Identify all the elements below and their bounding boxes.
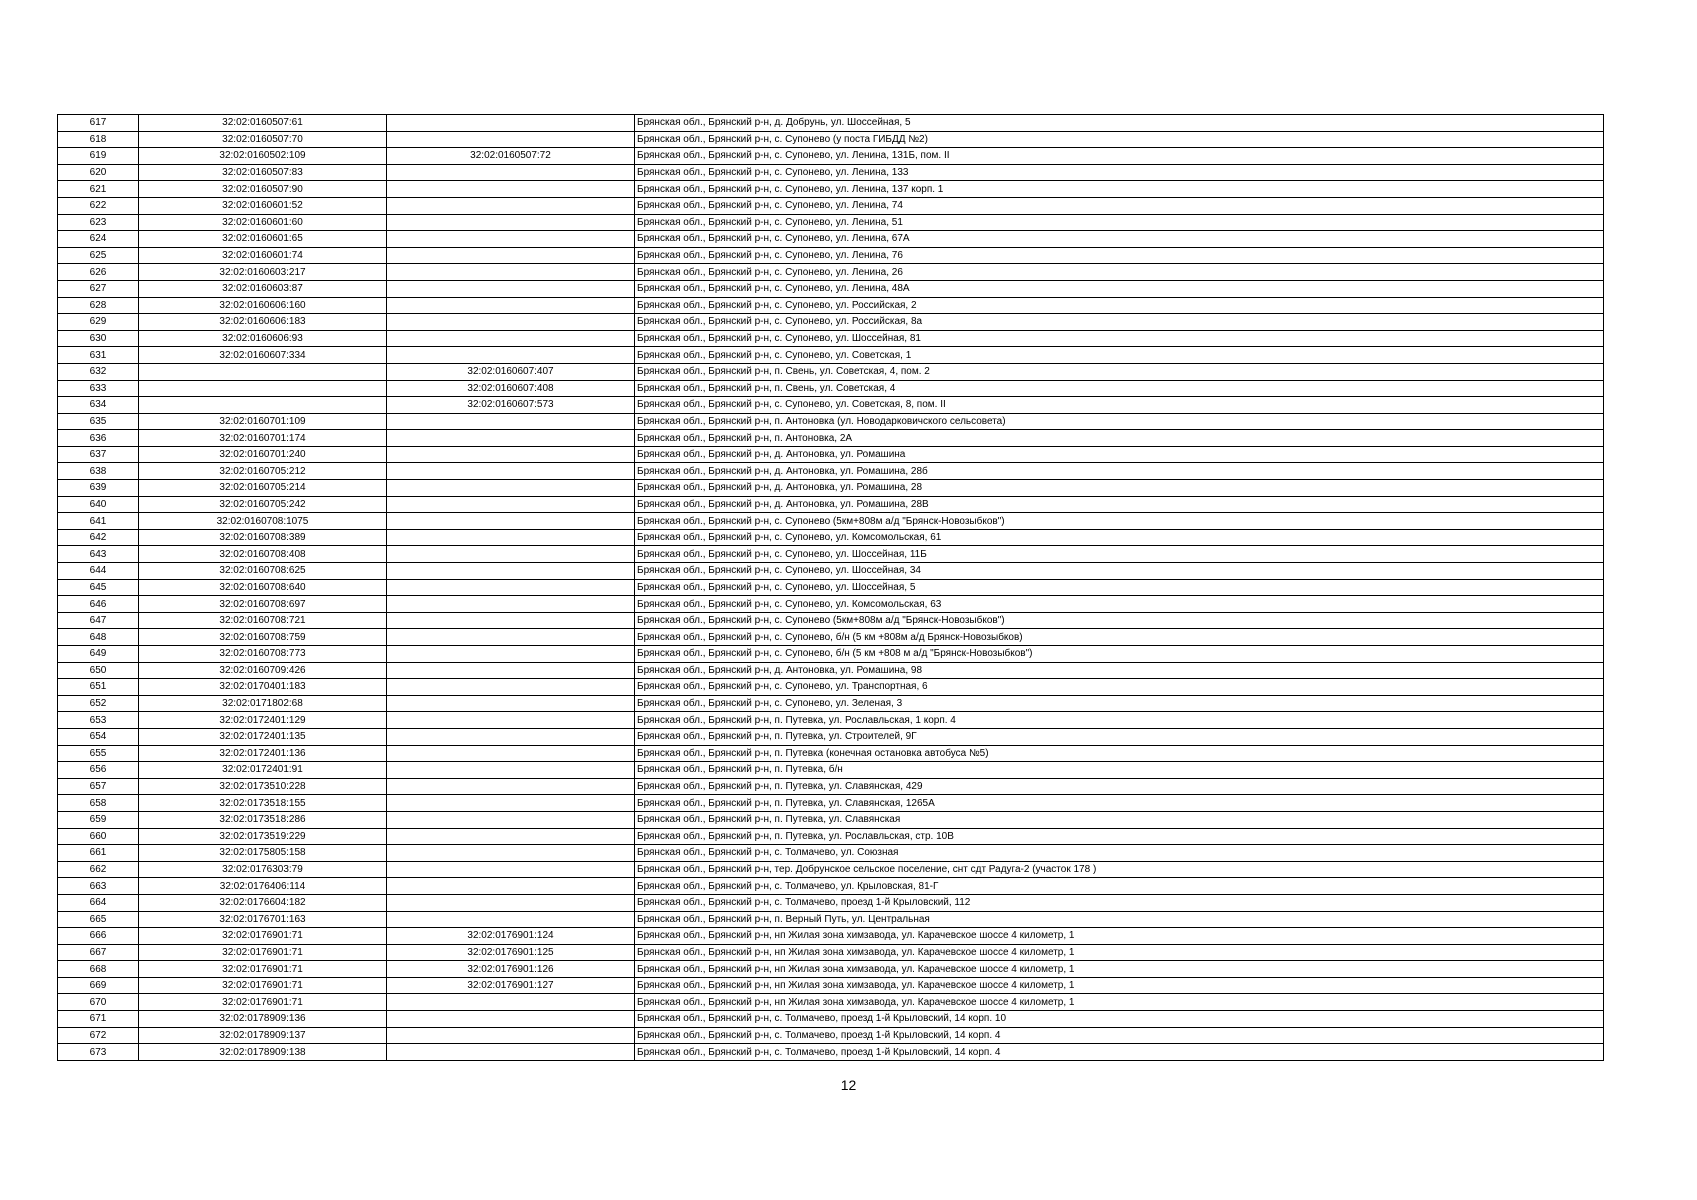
cadastral-number-cell: 32:02:0172401:129 — [139, 712, 387, 729]
premises-cadastral-number-cell — [387, 596, 635, 613]
address-cell: Брянская обл., Брянский р-н, нп Жилая зона химзавода, ул. Карачевское шоссе 4 километр, 1 — [635, 961, 1604, 978]
table-row — [58, 264, 1604, 281]
premises-cadastral-number-cell — [387, 762, 635, 779]
registry-table-body — [58, 115, 1604, 1061]
cadastral-number-cell: 32:02:0173518:155 — [139, 795, 387, 812]
premises-cadastral-number-cell — [387, 214, 635, 231]
cadastral-number-cell: 32:02:0160601:74 — [139, 247, 387, 264]
table-row — [58, 480, 1604, 497]
table-row — [58, 944, 1604, 961]
row-number-cell: 670 — [58, 994, 139, 1011]
premises-cadastral-number-cell — [387, 728, 635, 745]
premises-cadastral-number-cell: 32:02:0176901:127 — [387, 977, 635, 994]
table-row — [58, 181, 1604, 198]
table-row — [58, 280, 1604, 297]
premises-cadastral-number-cell — [387, 529, 635, 546]
table-row — [58, 679, 1604, 696]
row-number-cell: 673 — [58, 1044, 139, 1061]
cadastral-number-cell: 32:02:0160601:60 — [139, 214, 387, 231]
row-number-cell: 654 — [58, 728, 139, 745]
premises-cadastral-number-cell — [387, 861, 635, 878]
table-row — [58, 529, 1604, 546]
table-row — [58, 828, 1604, 845]
row-number-cell: 645 — [58, 579, 139, 596]
table-row — [58, 164, 1604, 181]
row-number-cell: 620 — [58, 164, 139, 181]
table-row — [58, 380, 1604, 397]
premises-cadastral-number-cell — [387, 297, 635, 314]
table-row — [58, 596, 1604, 613]
cadastral-number-cell: 32:02:0160603:87 — [139, 280, 387, 297]
address-cell: Брянская обл., Брянский р-н, с. Супонево, ул. Ленина, 67А — [635, 231, 1604, 248]
premises-cadastral-number-cell: 32:02:0176901:124 — [387, 928, 635, 945]
cadastral-number-cell: 32:02:0160708:408 — [139, 546, 387, 563]
address-cell: Брянская обл., Брянский р-н, п. Свень, ул. Советская, 4 — [635, 380, 1604, 397]
row-number-cell: 650 — [58, 662, 139, 679]
premises-cadastral-number-cell — [387, 845, 635, 862]
address-cell: Брянская обл., Брянский р-н, п. Путевка, ул. Славянская, 1265А — [635, 795, 1604, 812]
row-number-cell: 636 — [58, 430, 139, 447]
row-number-cell: 633 — [58, 380, 139, 397]
cadastral-number-cell: 32:02:0176901:71 — [139, 961, 387, 978]
table-row — [58, 363, 1604, 380]
cadastral-number-cell: 32:02:0172401:91 — [139, 762, 387, 779]
cadastral-number-cell — [139, 397, 387, 414]
premises-cadastral-number-cell — [387, 430, 635, 447]
premises-cadastral-number-cell — [387, 679, 635, 696]
address-cell: Брянская обл., Брянский р-н, д. Антоновка, ул. Ромашина, 28В — [635, 496, 1604, 513]
cadastral-number-cell: 32:02:0176303:79 — [139, 861, 387, 878]
table-row — [58, 413, 1604, 430]
row-number-cell: 669 — [58, 977, 139, 994]
cadastral-number-cell: 32:02:0160507:90 — [139, 181, 387, 198]
table-row — [58, 197, 1604, 214]
row-number-cell: 637 — [58, 446, 139, 463]
premises-cadastral-number-cell — [387, 314, 635, 331]
address-cell: Брянская обл., Брянский р-н, с. Толмачево, проезд 1-й Крыловский, 112 — [635, 894, 1604, 911]
cadastral-number-cell: 32:02:0160603:217 — [139, 264, 387, 281]
cadastral-number-cell: 32:02:0160607:334 — [139, 347, 387, 364]
table-row — [58, 1044, 1604, 1061]
cadastral-number-cell: 32:02:0160708:640 — [139, 579, 387, 596]
premises-cadastral-number-cell: 32:02:0160507:72 — [387, 148, 635, 165]
row-number-cell: 648 — [58, 629, 139, 646]
cadastral-number-cell: 32:02:0160601:65 — [139, 231, 387, 248]
premises-cadastral-number-cell: 32:02:0160607:408 — [387, 380, 635, 397]
cadastral-number-cell: 32:02:0160709:426 — [139, 662, 387, 679]
cadastral-number-cell: 32:02:0176701:163 — [139, 911, 387, 928]
table-row — [58, 977, 1604, 994]
address-cell: Брянская обл., Брянский р-н, с. Супонево, ул. Шоссейная, 11Б — [635, 546, 1604, 563]
row-number-cell: 672 — [58, 1027, 139, 1044]
table-row — [58, 513, 1604, 530]
table-row — [58, 961, 1604, 978]
table-row — [58, 994, 1604, 1011]
address-cell: Брянская обл., Брянский р-н, с. Супонево, ул. Ленина, 76 — [635, 247, 1604, 264]
cadastral-number-cell: 32:02:0176901:71 — [139, 944, 387, 961]
premises-cadastral-number-cell — [387, 264, 635, 281]
address-cell: Брянская обл., Брянский р-н, п. Свень, ул. Советская, 4, пом. 2 — [635, 363, 1604, 380]
address-cell: Брянская обл., Брянский р-н, д. Добрунь, ул. Шоссейная, 5 — [635, 115, 1604, 132]
table-row — [58, 496, 1604, 513]
premises-cadastral-number-cell — [387, 579, 635, 596]
address-cell: Брянская обл., Брянский р-н, с. Супонево, ул. Ленина, 51 — [635, 214, 1604, 231]
row-number-cell: 663 — [58, 878, 139, 895]
cadastral-number-cell: 32:02:0160708:697 — [139, 596, 387, 613]
row-number-cell: 660 — [58, 828, 139, 845]
row-number-cell: 619 — [58, 148, 139, 165]
premises-cadastral-number-cell — [387, 413, 635, 430]
address-cell: Брянская обл., Брянский р-н, с. Супонево (5км+808м а/д "Брянск-Новозыбков") — [635, 612, 1604, 629]
premises-cadastral-number-cell: 32:02:0160607:573 — [387, 397, 635, 414]
premises-cadastral-number-cell — [387, 662, 635, 679]
cadastral-number-cell: 32:02:0160705:214 — [139, 480, 387, 497]
table-row — [58, 894, 1604, 911]
premises-cadastral-number-cell — [387, 1027, 635, 1044]
address-cell: Брянская обл., Брянский р-н, нп Жилая зона химзавода, ул. Карачевское шоссе 4 километр, 1 — [635, 944, 1604, 961]
address-cell: Брянская обл., Брянский р-н, с. Супонево, ул. Транспортная, 6 — [635, 679, 1604, 696]
row-number-cell: 630 — [58, 330, 139, 347]
table-row — [58, 397, 1604, 414]
address-cell: Брянская обл., Брянский р-н, с. Толмачево, ул. Союзная — [635, 845, 1604, 862]
address-cell: Брянская обл., Брянский р-н, с. Супонево, ул. Ленина, 74 — [635, 197, 1604, 214]
address-cell: Брянская обл., Брянский р-н, тер. Добрунское сельское поселение, снт сдт Радуга-2 (участок 178 ) — [635, 861, 1604, 878]
row-number-cell: 638 — [58, 463, 139, 480]
premises-cadastral-number-cell — [387, 546, 635, 563]
premises-cadastral-number-cell — [387, 197, 635, 214]
table-row — [58, 745, 1604, 762]
address-cell: Брянская обл., Брянский р-н, п. Путевка, ул. Славянская, 429 — [635, 778, 1604, 795]
table-row — [58, 861, 1604, 878]
row-number-cell: 652 — [58, 695, 139, 712]
premises-cadastral-number-cell — [387, 480, 635, 497]
row-number-cell: 627 — [58, 280, 139, 297]
address-cell: Брянская обл., Брянский р-н, п. Антоновка (ул. Новодарковичского сельсовета) — [635, 413, 1604, 430]
table-row — [58, 1011, 1604, 1028]
table-row — [58, 463, 1604, 480]
address-cell: Брянская обл., Брянский р-н, д. Антоновка, ул. Ромашина, 98 — [635, 662, 1604, 679]
premises-cadastral-number-cell — [387, 612, 635, 629]
row-number-cell: 643 — [58, 546, 139, 563]
address-cell: Брянская обл., Брянский р-н, с. Толмачево, проезд 1-й Крыловский, 14 корп. 4 — [635, 1027, 1604, 1044]
table-row — [58, 629, 1604, 646]
table-row — [58, 563, 1604, 580]
row-number-cell: 640 — [58, 496, 139, 513]
address-cell: Брянская обл., Брянский р-н, п. Путевка, ул. Строителей, 9Г — [635, 728, 1604, 745]
table-row — [58, 646, 1604, 663]
table-row — [58, 297, 1604, 314]
row-number-cell: 651 — [58, 679, 139, 696]
table-row — [58, 446, 1604, 463]
cadastral-number-cell: 32:02:0172401:135 — [139, 728, 387, 745]
table-row — [58, 845, 1604, 862]
row-number-cell: 628 — [58, 297, 139, 314]
row-number-cell: 653 — [58, 712, 139, 729]
address-cell: Брянская обл., Брянский р-н, с. Супонево (5км+808м а/д "Брянск-Новозыбков") — [635, 513, 1604, 530]
table-row — [58, 878, 1604, 895]
cadastral-number-cell: 32:02:0160708:1075 — [139, 513, 387, 530]
address-cell: Брянская обл., Брянский р-н, нп Жилая зона химзавода, ул. Карачевское шоссе 4 километр, 1 — [635, 977, 1604, 994]
address-cell: Брянская обл., Брянский р-н, д. Антоновка, ул. Ромашина — [635, 446, 1604, 463]
address-cell: Брянская обл., Брянский р-н, п. Верный Путь, ул. Центральная — [635, 911, 1604, 928]
address-cell: Брянская обл., Брянский р-н, п. Антоновка, 2А — [635, 430, 1604, 447]
premises-cadastral-number-cell — [387, 629, 635, 646]
row-number-cell: 655 — [58, 745, 139, 762]
address-cell: Брянская обл., Брянский р-н, с. Супонево, б/н (5 км +808м а/д Брянск-Новозыбков) — [635, 629, 1604, 646]
premises-cadastral-number-cell — [387, 646, 635, 663]
registry-table — [57, 114, 1604, 1061]
address-cell: Брянская обл., Брянский р-н, с. Супонево, ул. Комсомольская, 63 — [635, 596, 1604, 613]
row-number-cell: 664 — [58, 894, 139, 911]
address-cell: Брянская обл., Брянский р-н, с. Супонево, ул. Шоссейная, 5 — [635, 579, 1604, 596]
address-cell: Брянская обл., Брянский р-н, с. Супонево, ул. Российская, 8а — [635, 314, 1604, 331]
premises-cadastral-number-cell — [387, 994, 635, 1011]
premises-cadastral-number-cell: 32:02:0176901:126 — [387, 961, 635, 978]
row-number-cell: 622 — [58, 197, 139, 214]
row-number-cell: 617 — [58, 115, 139, 132]
cadastral-number-cell: 32:02:0176901:71 — [139, 928, 387, 945]
table-row — [58, 330, 1604, 347]
cadastral-number-cell: 32:02:0160606:160 — [139, 297, 387, 314]
address-cell: Брянская обл., Брянский р-н, с. Супонево, ул. Советская, 1 — [635, 347, 1604, 364]
row-number-cell: 668 — [58, 961, 139, 978]
table-row — [58, 778, 1604, 795]
cadastral-number-cell: 32:02:0160708:773 — [139, 646, 387, 663]
table-row — [58, 728, 1604, 745]
cadastral-number-cell: 32:02:0176901:71 — [139, 994, 387, 1011]
address-cell: Брянская обл., Брянский р-н, д. Антоновка, ул. Ромашина, 28 — [635, 480, 1604, 497]
address-cell: Брянская обл., Брянский р-н, с. Супонево, ул. Ленина, 48А — [635, 280, 1604, 297]
address-cell: Брянская обл., Брянский р-н, нп Жилая зона химзавода, ул. Карачевское шоссе 4 километр, 1 — [635, 928, 1604, 945]
row-number-cell: 667 — [58, 944, 139, 961]
address-cell: Брянская обл., Брянский р-н, с. Супонево, ул. Советская, 8, пом. II — [635, 397, 1604, 414]
address-cell: Брянская обл., Брянский р-н, с. Супонево, ул. Зеленая, 3 — [635, 695, 1604, 712]
row-number-cell: 631 — [58, 347, 139, 364]
table-row — [58, 712, 1604, 729]
table-row — [58, 612, 1604, 629]
address-cell: Брянская обл., Брянский р-н, с. Супонево, ул. Ленина, 133 — [635, 164, 1604, 181]
table-row — [58, 911, 1604, 928]
premises-cadastral-number-cell — [387, 795, 635, 812]
premises-cadastral-number-cell — [387, 878, 635, 895]
table-row — [58, 131, 1604, 148]
cadastral-number-cell: 32:02:0170401:183 — [139, 679, 387, 696]
address-cell: Брянская обл., Брянский р-н, с. Супонево (у поста ГИБДД №2) — [635, 131, 1604, 148]
row-number-cell: 626 — [58, 264, 139, 281]
cadastral-number-cell — [139, 363, 387, 380]
cadastral-number-cell: 32:02:0160606:93 — [139, 330, 387, 347]
cadastral-number-cell: 32:02:0178909:136 — [139, 1011, 387, 1028]
premises-cadastral-number-cell — [387, 164, 635, 181]
row-number-cell: 639 — [58, 480, 139, 497]
premises-cadastral-number-cell — [387, 115, 635, 132]
address-cell: Брянская обл., Брянский р-н, с. Толмачево, проезд 1-й Крыловский, 14 корп. 4 — [635, 1044, 1604, 1061]
premises-cadastral-number-cell — [387, 463, 635, 480]
cadastral-number-cell: 32:02:0173510:228 — [139, 778, 387, 795]
cadastral-number-cell: 32:02:0173518:286 — [139, 811, 387, 828]
table-row — [58, 695, 1604, 712]
premises-cadastral-number-cell — [387, 828, 635, 845]
table-row — [58, 795, 1604, 812]
table-row — [58, 430, 1604, 447]
table-row — [58, 579, 1604, 596]
table-row — [58, 1027, 1604, 1044]
cadastral-number-cell: 32:02:0172401:136 — [139, 745, 387, 762]
row-number-cell: 624 — [58, 231, 139, 248]
address-cell: Брянская обл., Брянский р-н, п. Путевка (конечная остановка автобуса №5) — [635, 745, 1604, 762]
cadastral-number-cell: 32:02:0176901:71 — [139, 977, 387, 994]
cadastral-number-cell: 32:02:0178909:138 — [139, 1044, 387, 1061]
address-cell: Брянская обл., Брянский р-н, п. Путевка, ул. Рославльская, стр. 10В — [635, 828, 1604, 845]
address-cell: Брянская обл., Брянский р-н, нп Жилая зона химзавода, ул. Карачевское шоссе 4 километр, 1 — [635, 994, 1604, 1011]
cadastral-number-cell: 32:02:0160507:61 — [139, 115, 387, 132]
premises-cadastral-number-cell: 32:02:0160607:407 — [387, 363, 635, 380]
row-number-cell: 625 — [58, 247, 139, 264]
row-number-cell: 629 — [58, 314, 139, 331]
row-number-cell: 647 — [58, 612, 139, 629]
premises-cadastral-number-cell — [387, 894, 635, 911]
address-cell: Брянская обл., Брянский р-н, п. Путевка, ул. Славянская — [635, 811, 1604, 828]
premises-cadastral-number-cell — [387, 695, 635, 712]
cadastral-number-cell: 32:02:0160708:759 — [139, 629, 387, 646]
row-number-cell: 662 — [58, 861, 139, 878]
row-number-cell: 657 — [58, 778, 139, 795]
premises-cadastral-number-cell — [387, 1011, 635, 1028]
row-number-cell: 658 — [58, 795, 139, 812]
table-row — [58, 231, 1604, 248]
address-cell: Брянская обл., Брянский р-н, д. Антоновка, ул. Ромашина, 28б — [635, 463, 1604, 480]
address-cell: Брянская обл., Брянский р-н, с. Супонево, ул. Российская, 2 — [635, 297, 1604, 314]
cadastral-number-cell: 32:02:0160502:109 — [139, 148, 387, 165]
cadastral-number-cell — [139, 380, 387, 397]
premises-cadastral-number-cell — [387, 231, 635, 248]
premises-cadastral-number-cell — [387, 247, 635, 264]
row-number-cell: 621 — [58, 181, 139, 198]
cadastral-number-cell: 32:02:0160701:174 — [139, 430, 387, 447]
row-number-cell: 666 — [58, 928, 139, 945]
cadastral-number-cell: 32:02:0160701:240 — [139, 446, 387, 463]
premises-cadastral-number-cell — [387, 496, 635, 513]
premises-cadastral-number-cell — [387, 911, 635, 928]
cadastral-number-cell: 32:02:0173519:229 — [139, 828, 387, 845]
address-cell: Брянская обл., Брянский р-н, п. Путевка, ул. Рославльская, 1 корп. 4 — [635, 712, 1604, 729]
address-cell: Брянская обл., Брянский р-н, с. Супонево, ул. Шоссейная, 81 — [635, 330, 1604, 347]
address-cell: Брянская обл., Брянский р-н, с. Супонево, ул. Ленина, 137 корп. 1 — [635, 181, 1604, 198]
address-cell: Брянская обл., Брянский р-н, с. Толмачево, проезд 1-й Крыловский, 14 корп. 10 — [635, 1011, 1604, 1028]
address-cell: Брянская обл., Брянский р-н, с. Супонево, ул. Ленина, 26 — [635, 264, 1604, 281]
cadastral-number-cell: 32:02:0160705:242 — [139, 496, 387, 513]
row-number-cell: 665 — [58, 911, 139, 928]
cadastral-number-cell: 32:02:0160701:109 — [139, 413, 387, 430]
row-number-cell: 671 — [58, 1011, 139, 1028]
table-row — [58, 928, 1604, 945]
cadastral-number-cell: 32:02:0175805:158 — [139, 845, 387, 862]
premises-cadastral-number-cell — [387, 778, 635, 795]
premises-cadastral-number-cell: 32:02:0176901:125 — [387, 944, 635, 961]
address-cell: Брянская обл., Брянский р-н, п. Путевка, б/н — [635, 762, 1604, 779]
cadastral-number-cell: 32:02:0160708:389 — [139, 529, 387, 546]
table-row — [58, 811, 1604, 828]
page-number: 12 — [840, 1077, 857, 1093]
address-cell: Брянская обл., Брянский р-н, с. Толмачево, ул. Крыловская, 81-Г — [635, 878, 1604, 895]
cadastral-number-cell: 32:02:0160708:721 — [139, 612, 387, 629]
table-row — [58, 662, 1604, 679]
table-row — [58, 247, 1604, 264]
premises-cadastral-number-cell — [387, 1044, 635, 1061]
premises-cadastral-number-cell — [387, 811, 635, 828]
row-number-cell: 641 — [58, 513, 139, 530]
cadastral-number-cell: 32:02:0176406:114 — [139, 878, 387, 895]
row-number-cell: 632 — [58, 363, 139, 380]
premises-cadastral-number-cell — [387, 745, 635, 762]
premises-cadastral-number-cell — [387, 347, 635, 364]
cadastral-number-cell: 32:02:0160708:625 — [139, 563, 387, 580]
table-row — [58, 762, 1604, 779]
premises-cadastral-number-cell — [387, 712, 635, 729]
row-number-cell: 656 — [58, 762, 139, 779]
row-number-cell: 618 — [58, 131, 139, 148]
premises-cadastral-number-cell — [387, 131, 635, 148]
cadastral-number-cell: 32:02:0160507:70 — [139, 131, 387, 148]
row-number-cell: 644 — [58, 563, 139, 580]
table-row — [58, 214, 1604, 231]
row-number-cell: 635 — [58, 413, 139, 430]
row-number-cell: 649 — [58, 646, 139, 663]
table-row — [58, 546, 1604, 563]
row-number-cell: 661 — [58, 845, 139, 862]
cadastral-number-cell: 32:02:0160601:52 — [139, 197, 387, 214]
cadastral-number-cell: 32:02:0176604:182 — [139, 894, 387, 911]
premises-cadastral-number-cell — [387, 563, 635, 580]
row-number-cell: 659 — [58, 811, 139, 828]
address-cell: Брянская обл., Брянский р-н, с. Супонево, б/н (5 км +808 м а/д "Брянск-Новозыбков") — [635, 646, 1604, 663]
premises-cadastral-number-cell — [387, 513, 635, 530]
cadastral-number-cell: 32:02:0160606:183 — [139, 314, 387, 331]
row-number-cell: 623 — [58, 214, 139, 231]
premises-cadastral-number-cell — [387, 446, 635, 463]
table-row — [58, 347, 1604, 364]
address-cell: Брянская обл., Брянский р-н, с. Супонево, ул. Комсомольская, 61 — [635, 529, 1604, 546]
premises-cadastral-number-cell — [387, 330, 635, 347]
row-number-cell: 642 — [58, 529, 139, 546]
table-row — [58, 148, 1604, 165]
premises-cadastral-number-cell — [387, 280, 635, 297]
address-cell: Брянская обл., Брянский р-н, с. Супонево, ул. Ленина, 131Б, пом. II — [635, 148, 1604, 165]
cadastral-number-cell: 32:02:0160705:212 — [139, 463, 387, 480]
cadastral-number-cell: 32:02:0178909:137 — [139, 1027, 387, 1044]
address-cell: Брянская обл., Брянский р-н, с. Супонево, ул. Шоссейная, 34 — [635, 563, 1604, 580]
premises-cadastral-number-cell — [387, 181, 635, 198]
table-row — [58, 115, 1604, 132]
row-number-cell: 646 — [58, 596, 139, 613]
table-row — [58, 314, 1604, 331]
row-number-cell: 634 — [58, 397, 139, 414]
cadastral-number-cell: 32:02:0171802:68 — [139, 695, 387, 712]
cadastral-number-cell: 32:02:0160507:83 — [139, 164, 387, 181]
